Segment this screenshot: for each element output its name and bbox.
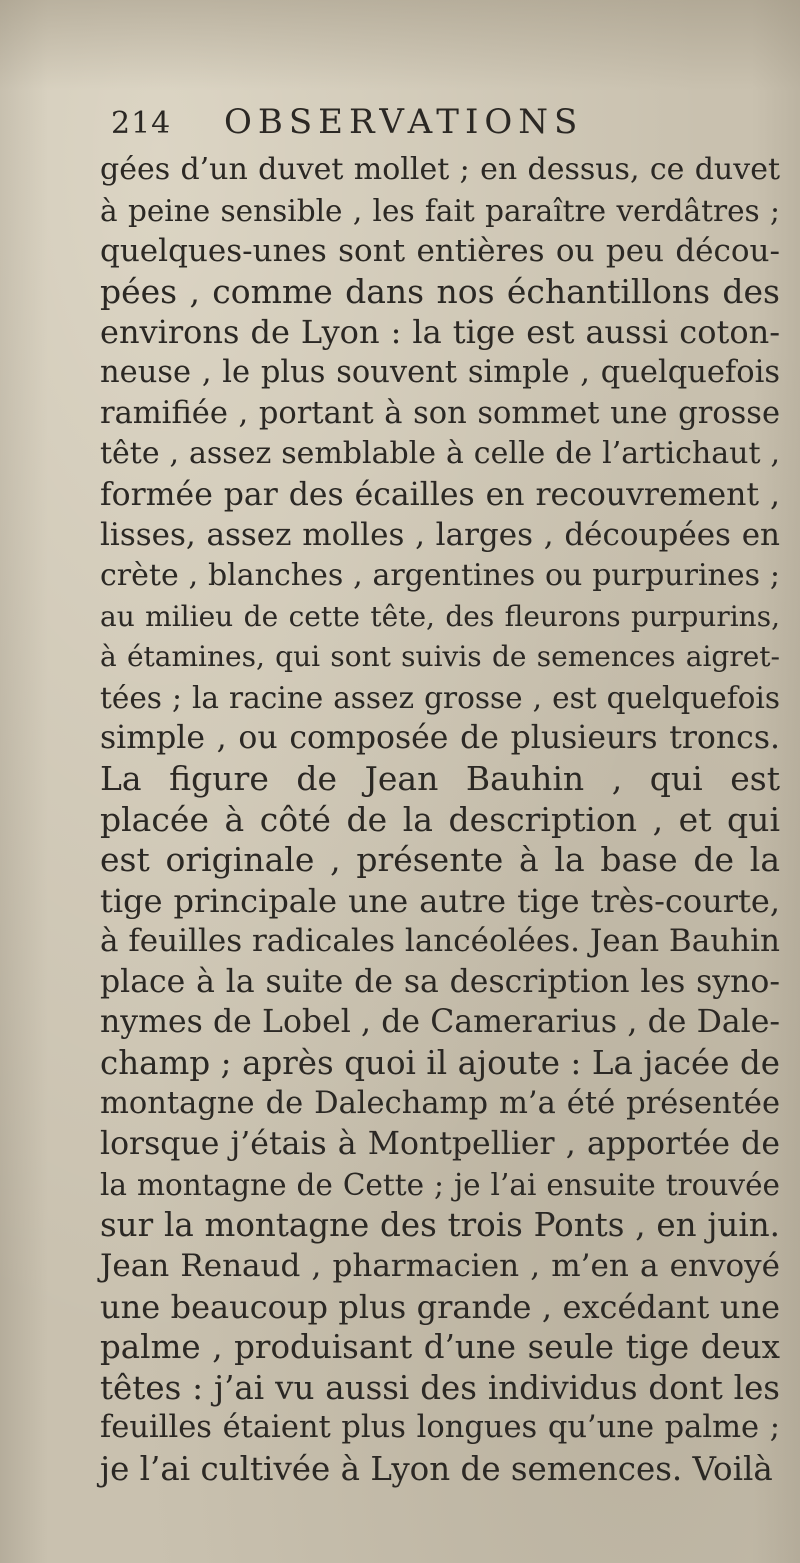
text-line: tées ; la racine assez grosse , est quelquefois [100,680,780,715]
text-line: tige principale une autre tige très-courte, [100,881,780,920]
text-line: formée par des écailles en recouvrement , [100,476,780,513]
text-line: une beaucoup plus grande , excédant une [100,1287,780,1326]
text-line: tête , assez semblable à celle de l’artichaut , [100,436,780,472]
running-head: OBSERVATIONS [224,102,584,142]
text-line: placée à côté de la description , et qui [100,799,780,839]
text-line: sur la montagne des trois Ponts , en juin. [100,1206,780,1245]
text-line: est originale , présente à la base de la [100,840,780,880]
text-line: montagne de Dalechamp m’a été présentée [100,1085,780,1121]
page-header [111,102,751,146]
text-line: lorsque j’étais à Montpellier , apportée de [100,1126,780,1163]
text-line: je l’ai cultivée à Lyon de semences. Voilà [100,1450,773,1488]
body-text [100,150,780,1490]
text-line: têtes : j’ai vu aussi des individus dont les [100,1368,780,1407]
bleed-through-text [0,0,800,90]
text-line: nymes de Lobel , de Camerarius , de Dale- [100,1004,780,1041]
text-line: la montagne de Cette ; je l’ai ensuite trouvée [100,1167,780,1202]
text-line: champ ; après quoi il ajoute : La jacée de [100,1044,780,1083]
text-line: ramifiée , portant à son sommet une grosse [100,395,780,431]
text-line: feuilles étaient plus longues qu’une palme ; [100,1410,780,1446]
text-line: place à la suite de sa description les syno- [100,963,780,1000]
text-line: pées , comme dans nos échantillons des [100,271,780,311]
text-line: à feuilles radicales lancéolées. Jean Bauhin [100,923,781,960]
text-line: neuse , le plus souvent simple , quelquefois [100,354,780,390]
text-line: gées d’un duvet mollet ; en dessus, ce duvet [100,152,780,187]
text-line: au milieu de cette tête, des fleurons purpurins, [100,599,780,633]
text-line: crète , blanches , argentines ou purpurines ; [100,557,780,593]
text-line: palme , produisant d’une seule tige deux [100,1328,780,1367]
text-line: lisses, assez molles , larges , découpées en [100,517,780,554]
text-line: Jean Renaud , pharmacien , m’en a envoyé [100,1248,780,1285]
text-line: à peine sensible , les fait paraître verdâtres ; [100,193,780,228]
text-line: quelques-unes sont entières ou peu décou- [100,233,780,270]
text-line: simple , ou composée de plusieurs troncs. [100,720,780,757]
text-line: à étamines, qui sont suivis de semences aigret- [100,640,780,674]
text-line: environs de Lyon : la tige est aussi coton- [100,313,780,352]
text-line: La figure de Jean Bauhin , qui est [100,758,780,798]
page-number: 214 [111,106,172,141]
